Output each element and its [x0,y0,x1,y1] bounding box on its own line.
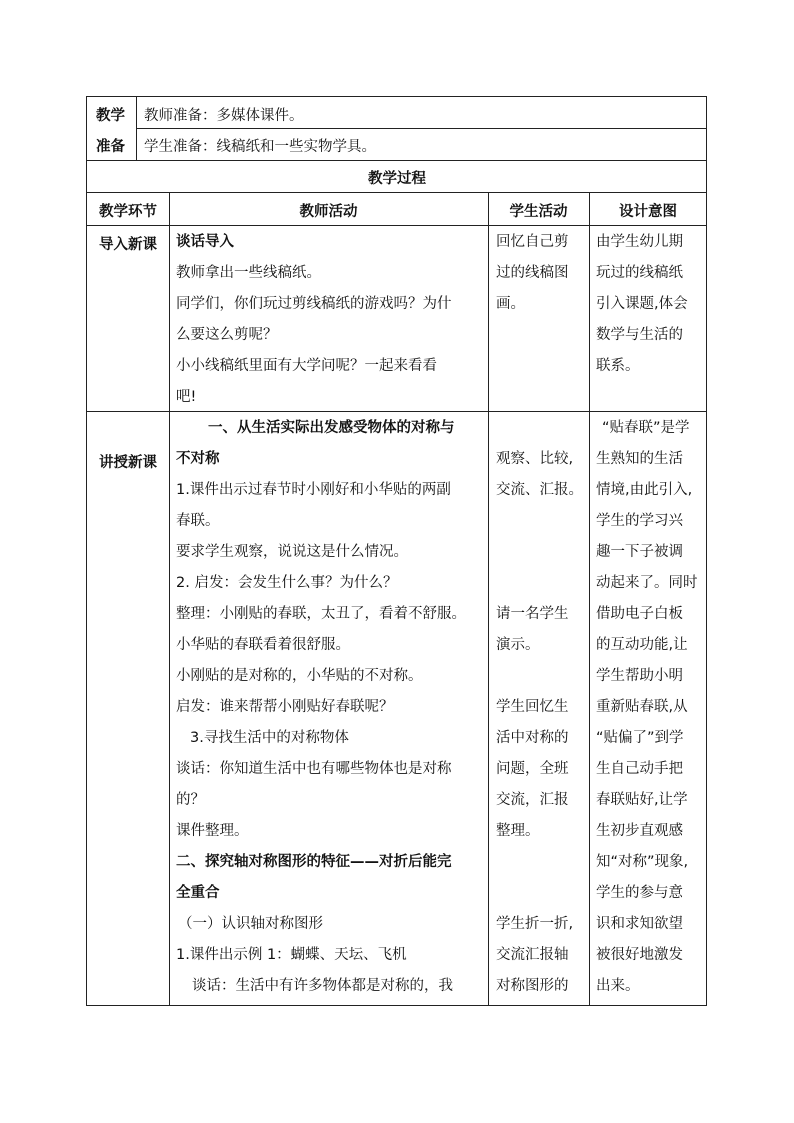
prep-label-2: 准备 [96,139,125,155]
text-line: 被很好地激发 [596,947,683,963]
text-line: 春联贴好,让学 [596,792,688,808]
text-line: 活中对称的 [496,730,569,746]
text-line: 学生折一折, [496,916,574,932]
teacher-prep: 教师准备：多媒体课件。 [144,108,304,124]
text-line: “贴春联”是学 [602,420,690,436]
prep-divider [136,128,707,129]
text-line: 2. 启发：会发生什么事？为什么？ [176,575,398,591]
text-line: 的？ [176,792,205,808]
text-line: 学生回忆生 [496,699,569,715]
text-line: 生熟知的生活 [596,451,683,467]
text-line: 过的线稿图 [496,265,569,281]
text-line: 对称图形的 [496,978,569,994]
section-heading-1-cont: 不对称 [176,451,220,467]
text-line: 春联。 [176,513,220,529]
text-line: 情境,由此引入, [596,482,693,498]
text-line: 学生帮助小明 [596,668,683,684]
text-line: 请一名学生 [496,606,569,622]
text-line: 引入课题,体会 [596,296,688,312]
text-line: 重新贴春联,从 [596,699,688,715]
text-line: 交流汇报轴 [496,947,569,963]
text-line: 回忆自己剪 [496,234,569,250]
text-line: 数学与生活的 [596,327,683,343]
text-line: 整理。 [496,823,540,839]
header-intent: 设计意图 [619,204,677,220]
text-line: 演示。 [496,637,540,653]
text-line: 谈话：你知道生活中也有哪些物体也是对称 [176,761,452,777]
text-line: 么要这么剪呢？ [176,327,278,343]
text-line: 由学生幼儿期 [596,234,683,250]
text-line: 3.寻找生活中的对称物体 [190,730,349,746]
text-line: 出来。 [596,978,640,994]
text-line: 联系。 [596,358,640,374]
text-line: 借助电子白板 [596,606,683,622]
text-line: （一）认识轴对称图形 [178,916,323,932]
lesson-plan-table [86,96,707,1006]
text-line: 教师拿出一些线稿纸。 [176,265,321,281]
text-line: 玩过的线稿纸 [596,265,683,281]
row-divider [87,192,707,193]
text-line: 交流、汇报。 [496,482,583,498]
section-heading-1: 一、从生活实际出发感受物体的对称与 [208,420,455,436]
text-line: 观察、比较, [496,451,574,467]
lecture-teacher-text [176,413,466,1002]
text-line: 1.课件出示例 1：蝴蝶、天坛、飞机 [176,947,407,963]
text-line: 小刚贴的是对称的，小华贴的不对称。 [176,668,423,684]
text-line: 同学们，你们玩过剪线稿纸的游戏吗？为什 [176,296,452,312]
stage-lecture: 讲授新课 [99,455,157,471]
text-line: 吧! [176,389,197,405]
intro-teacher-text [176,227,452,413]
lecture-student-group-2 [496,599,569,661]
col-divider [169,192,170,1006]
intro-heading: 谈话导入 [176,234,234,250]
stage-intro: 导入新课 [99,237,157,253]
section-heading-2: 二、探究轴对称图形的特征——对折后能完 [176,854,452,870]
text-line: 趣一下子被调 [596,544,683,560]
process-title: 教学过程 [368,171,426,187]
header-stage: 教学环节 [99,204,157,220]
header-student: 学生活动 [509,204,568,220]
row-divider [87,225,707,226]
header-teacher: 教师活动 [299,204,358,220]
text-line: 学生的学习兴 [596,513,683,529]
text-line: 启发：谁来帮帮小刚贴好春联呢？ [176,699,394,715]
text-line: 的互动功能,让 [596,637,688,653]
intro-student-text [496,227,569,320]
prep-label-1: 教学 [96,108,125,124]
lecture-student-group-1 [496,444,583,506]
lecture-student-group-3 [496,692,569,847]
intro-intent-text [596,227,688,382]
text-line: 课件整理。 [176,823,249,839]
lecture-student-group-4 [496,909,573,1002]
student-prep: 学生准备：线稿纸和一些实物学具。 [144,139,376,155]
text-line: 谈话：生活中有许多物体都是对称的，我 [192,978,453,994]
text-line: 学生的参与意 [596,885,683,901]
text-line: 小小线稿纸里面有大学问呢？一起来看看 [176,358,437,374]
text-line: 画。 [496,296,525,312]
text-line: “贴偏了”到学 [596,730,684,746]
col-divider [488,192,489,1006]
text-line: 1.课件出示过春节时小刚好和小华贴的两副 [176,482,451,498]
text-line: 识和求知欲望 [596,916,683,932]
text-line: 生初步直观感 [596,823,683,839]
text-line: 知“对称”现象, [596,854,689,870]
text-line: 问题，全班 [496,761,569,777]
text-line: 小华贴的春联看着很舒服。 [176,637,350,653]
col-divider [136,97,137,160]
col-divider [589,192,590,1006]
section-heading-2-cont: 全重合 [176,885,220,901]
text-line: 整理：小刚贴的春联，太丑了，看着不舒服。 [176,606,466,622]
lecture-intent-text [596,413,698,1002]
text-line: 要求学生观察，说说这是什么情况。 [176,544,408,560]
text-line: 生自己动手把 [596,761,683,777]
row-divider [87,160,707,161]
text-line: 动起来了。同时 [596,575,698,591]
text-line: 交流，汇报 [496,792,569,808]
